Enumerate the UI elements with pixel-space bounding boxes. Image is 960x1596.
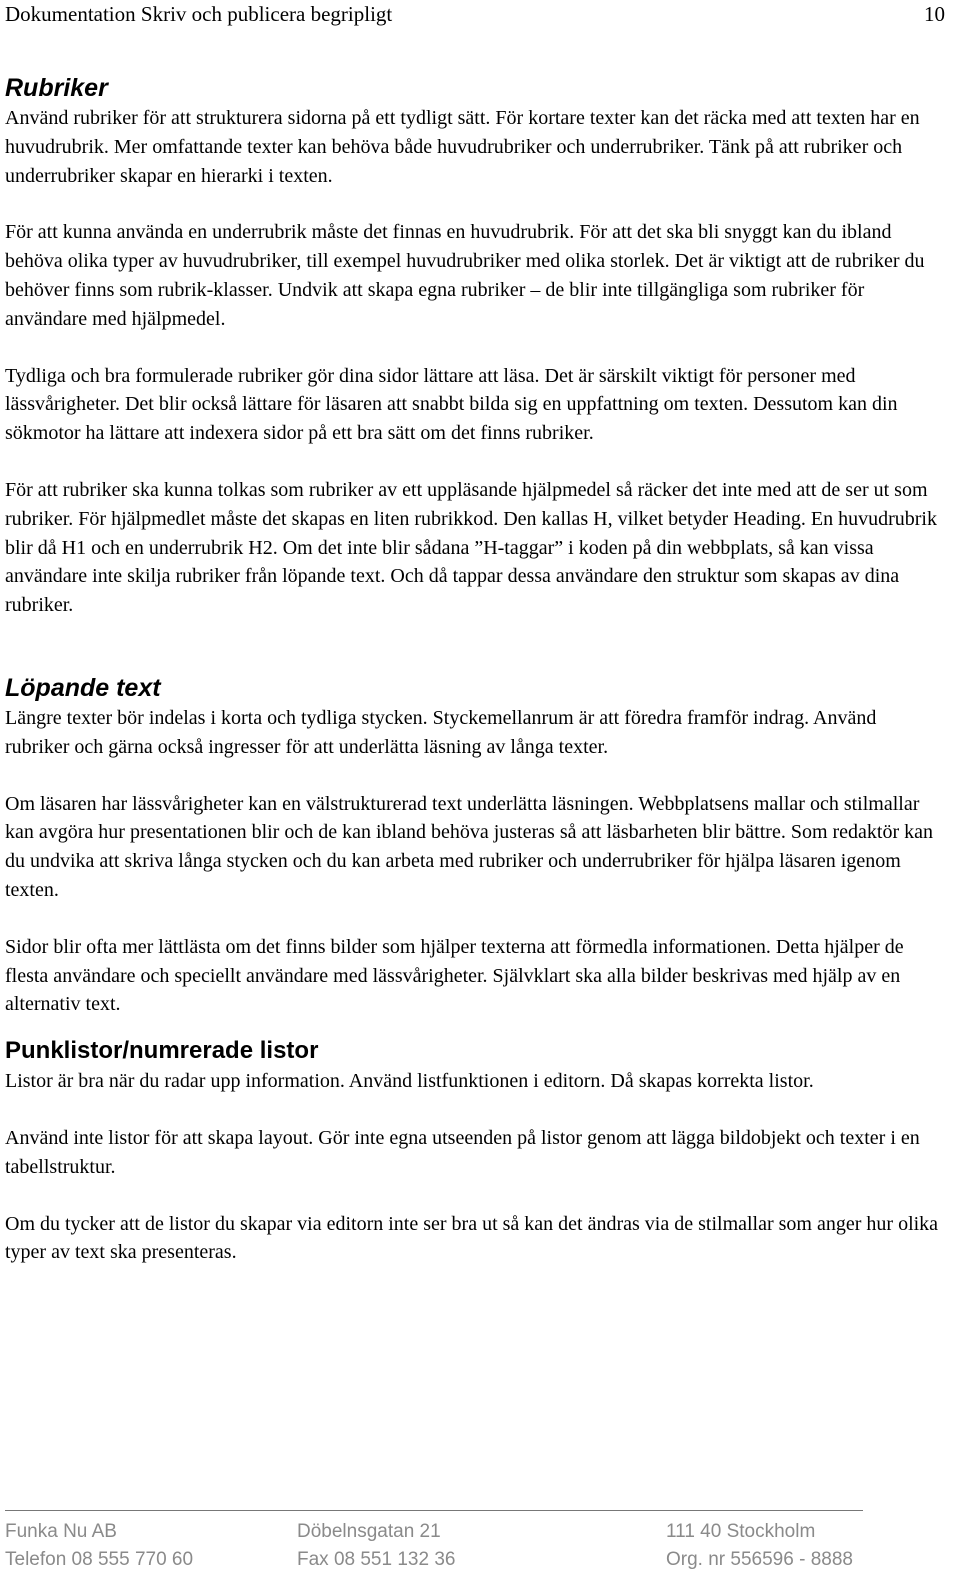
paragraph-listor-3: Om du tycker att de listor du skapar via editorn inte ser bra ut så kan det ändras via de stilmallar som anger hur olika typer av text ska presenteras.: [5, 1212, 939, 1264]
footer-divider: [5, 1510, 863, 1511]
footer-company: Funka Nu AB: [5, 1521, 117, 1542]
paragraph-lopande-3: Sidor blir ofta mer lättlästa om det finns bilder som hjälper texterna att förmedla informationen. Detta hjälper de flesta användare och speciellt användare med lässvårigheter. Självklart ska alla bilder beskrivas med hjälp av en alternativ text.: [5, 935, 904, 1016]
document-title: Dokumentation Skriv och publicera begripligt: [5, 2, 393, 26]
heading-rubriker: Rubriker: [5, 74, 108, 102]
paragraph-lopande-1: Längre texter bör indelas i korta och tydliga stycken. Styckemellanrum är att föredra framför indrag. Använd rubriker och gärna också ingresser för att underlätta läsning av långa texter.: [5, 706, 877, 758]
paragraph-rubriker-1: Använd rubriker för att strukturera sidorna på ett tydligt sätt. För kortare texter kan det räcka med att texten har en huvudrubrik. Mer omfattande texter kan behöva både huvudrubriker och underrubriker. Tänk på att rubriker och underrubriker skapar en hierarki i texten.: [5, 107, 920, 187]
heading-lopande-text: Löpande text: [5, 673, 161, 702]
footer-org-number: Org. nr 556596 - 8888: [666, 1549, 853, 1570]
footer-street: Döbelnsgatan 21: [297, 1521, 441, 1542]
document-body: [5, 72, 945, 1267]
footer-phone: Telefon 08 555 770 60: [5, 1549, 194, 1570]
page-header: [5, 0, 945, 30]
footer-city: 111 40 Stockholm: [666, 1521, 816, 1542]
paragraph-listor-2: Använd inte listor för att skapa layout. Gör inte egna utseenden på listor genom att lägga bildobjekt och texter i en tabellstruktur.: [5, 1126, 920, 1178]
page-number: 10: [924, 2, 945, 26]
heading-listor: Punklistor/numrerade listor: [5, 1037, 319, 1065]
footer-fax: Fax 08 551 132 36: [297, 1549, 456, 1570]
page-footer: [5, 1515, 945, 1585]
paragraph-rubriker-2: För att kunna använda en underrubrik måste det finnas en huvudrubrik. För att det ska bli snyggt kan du ibland behöva olika typer av huvudrubriker, till exempel huvudrubriker med olika storlek. Det är viktigt att de rubriker du behöver finns som rubrik-klasser. Undvik att skapa egna rubriker – de blir inte tillgängliga som rubriker för användare med hjälpmedel.: [5, 221, 925, 330]
paragraph-rubriker-4: För att rubriker ska kunna tolkas som rubriker av ett uppläsande hjälpmedel så räcker det inte med att de ser ut som rubriker. För hjälpmedlet måste det skapas en liten rubrikkod. Den kallas H, vilket betyder Heading. En huvudrubrik blir då H1 och en underrubrik H2. Om det inte blir sådana ”H-taggar” i koden på din webbplats, så kan vissa användare inte skilja rubriker från löpande text. Och då tappar dessa användare den struktur som skapas av dina rubriker.: [5, 478, 937, 617]
paragraph-rubriker-3: Tydliga och bra formulerade rubriker gör dina sidor lättare att läsa. Det är särskilt viktigt för personer med lässvårigheter. Det blir också lättare för läsaren att snabbt bilda sig en uppfattning om texten. Dessutom kan din sökmotor ha lättare att indexera sidor på ett bra sätt om det finns rubriker.: [5, 364, 898, 445]
paragraph-lopande-2: Om läsaren har lässvårigheter kan en välstrukturerad text underlätta läsningen. Webbplatsens mallar och stilmallar kan avgöra hur presentationen blir och de kan ibland behöva justeras så att läsbarheten blir bättre. Som redaktör kan du undvika att skriva långa stycken och du kan arbeta med rubriker och underrubriker för hjälpa läsaren igenom texten.: [5, 792, 934, 901]
paragraph-listor-1: Listor är bra när du radar upp information. Använd listfunktionen i editorn. Då skapas korrekta listor.: [5, 1070, 814, 1093]
